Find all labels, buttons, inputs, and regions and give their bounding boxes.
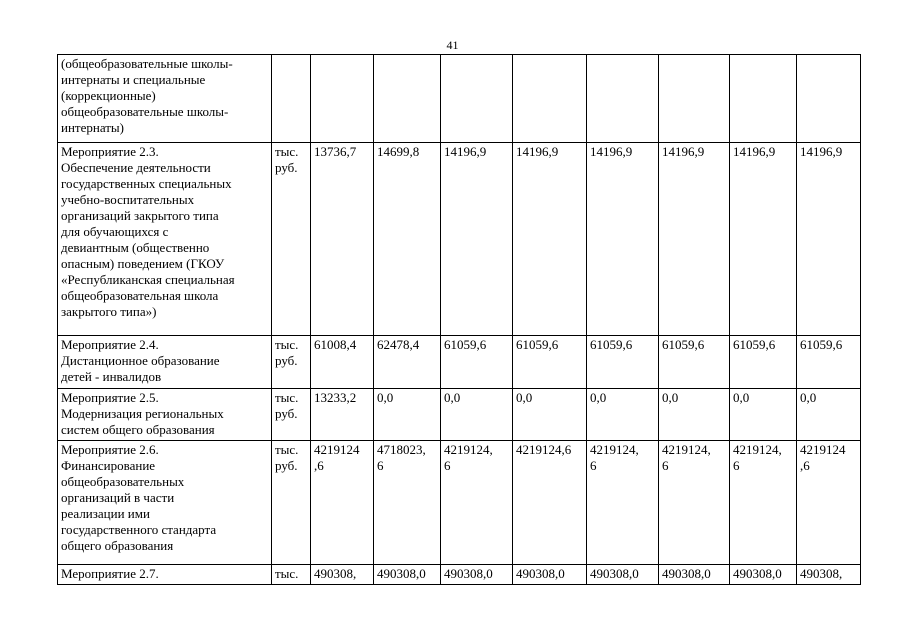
- value-cell: [311, 55, 374, 143]
- value-cell: [441, 55, 513, 143]
- value-cell: 490308,0: [730, 565, 797, 585]
- value-cell: 14196,9: [587, 143, 659, 336]
- budget-table: [57, 54, 861, 585]
- value-cell: 0,0: [513, 389, 587, 441]
- value-cell: 61059,6: [587, 336, 659, 389]
- activity-name-cell: Мероприятие 2.3. Обеспечение деятельности государственных специальных учебно-воспитательных организаций закрытого типа для обучающихся с девиантным (общественно опасным) поведением (ГКОУ «Республиканская специальная общеобразовательная школа закрытого типа»): [58, 143, 272, 336]
- value-cell: 4219124, 6: [587, 441, 659, 565]
- activity-name-cell: Мероприятие 2.4. Дистанционное образование детей - инвалидов: [58, 336, 272, 389]
- value-cell: [513, 55, 587, 143]
- value-cell: 4219124, 6: [730, 441, 797, 565]
- unit-cell: тыс. руб.: [272, 336, 311, 389]
- value-cell: 490308,0: [659, 565, 730, 585]
- table-row: [58, 55, 861, 143]
- activity-name-cell: Мероприятие 2.5. Модернизация региональных систем общего образования: [58, 389, 272, 441]
- unit-cell: тыс. руб.: [272, 143, 311, 336]
- table-row: [58, 565, 861, 585]
- value-cell: 490308,0: [374, 565, 441, 585]
- value-cell: 0,0: [659, 389, 730, 441]
- value-cell: 61059,6: [659, 336, 730, 389]
- value-cell: [730, 55, 797, 143]
- activity-name-cell: (общеобразовательные школы- интернаты и специальные (коррекционные) общеобразовательные школы- интернаты): [58, 55, 272, 143]
- value-cell: 4219124, 6: [659, 441, 730, 565]
- value-cell: 14196,9: [797, 143, 861, 336]
- value-cell: 0,0: [441, 389, 513, 441]
- activity-name-cell: Мероприятие 2.7.: [58, 565, 272, 585]
- value-cell: 4718023, 6: [374, 441, 441, 565]
- value-cell: 62478,4: [374, 336, 441, 389]
- value-cell: 490308,0: [513, 565, 587, 585]
- value-cell: 61059,6: [513, 336, 587, 389]
- value-cell: 14699,8: [374, 143, 441, 336]
- value-cell: [587, 55, 659, 143]
- unit-cell: [272, 55, 311, 143]
- unit-cell: тыс.: [272, 565, 311, 585]
- value-cell: 4219124, 6: [441, 441, 513, 565]
- value-cell: 4219124 ,6: [797, 441, 861, 565]
- value-cell: 61059,6: [730, 336, 797, 389]
- value-cell: 13736,7: [311, 143, 374, 336]
- value-cell: 0,0: [797, 389, 861, 441]
- unit-cell: тыс. руб.: [272, 441, 311, 565]
- table-row: [58, 143, 861, 336]
- value-cell: 61059,6: [797, 336, 861, 389]
- value-cell: 0,0: [587, 389, 659, 441]
- value-cell: 13233,2: [311, 389, 374, 441]
- value-cell: 4219124,6: [513, 441, 587, 565]
- value-cell: [659, 55, 730, 143]
- value-cell: 14196,9: [441, 143, 513, 336]
- value-cell: 0,0: [730, 389, 797, 441]
- value-cell: 4219124 ,6: [311, 441, 374, 565]
- table-row: [58, 389, 861, 441]
- value-cell: 0,0: [374, 389, 441, 441]
- activity-name-cell: Мероприятие 2.6. Финансирование общеобразовательных организаций в части реализации ими государственного стандарта общего образования: [58, 441, 272, 565]
- value-cell: 490308,: [797, 565, 861, 585]
- table-row: [58, 336, 861, 389]
- value-cell: [374, 55, 441, 143]
- value-cell: [797, 55, 861, 143]
- value-cell: 490308,0: [587, 565, 659, 585]
- table-row: [58, 441, 861, 565]
- value-cell: 490308,0: [441, 565, 513, 585]
- value-cell: 14196,9: [513, 143, 587, 336]
- page-number: 41: [446, 38, 459, 52]
- value-cell: 490308,: [311, 565, 374, 585]
- value-cell: 61008,4: [311, 336, 374, 389]
- unit-cell: тыс. руб.: [272, 389, 311, 441]
- value-cell: 14196,9: [659, 143, 730, 336]
- value-cell: 14196,9: [730, 143, 797, 336]
- value-cell: 61059,6: [441, 336, 513, 389]
